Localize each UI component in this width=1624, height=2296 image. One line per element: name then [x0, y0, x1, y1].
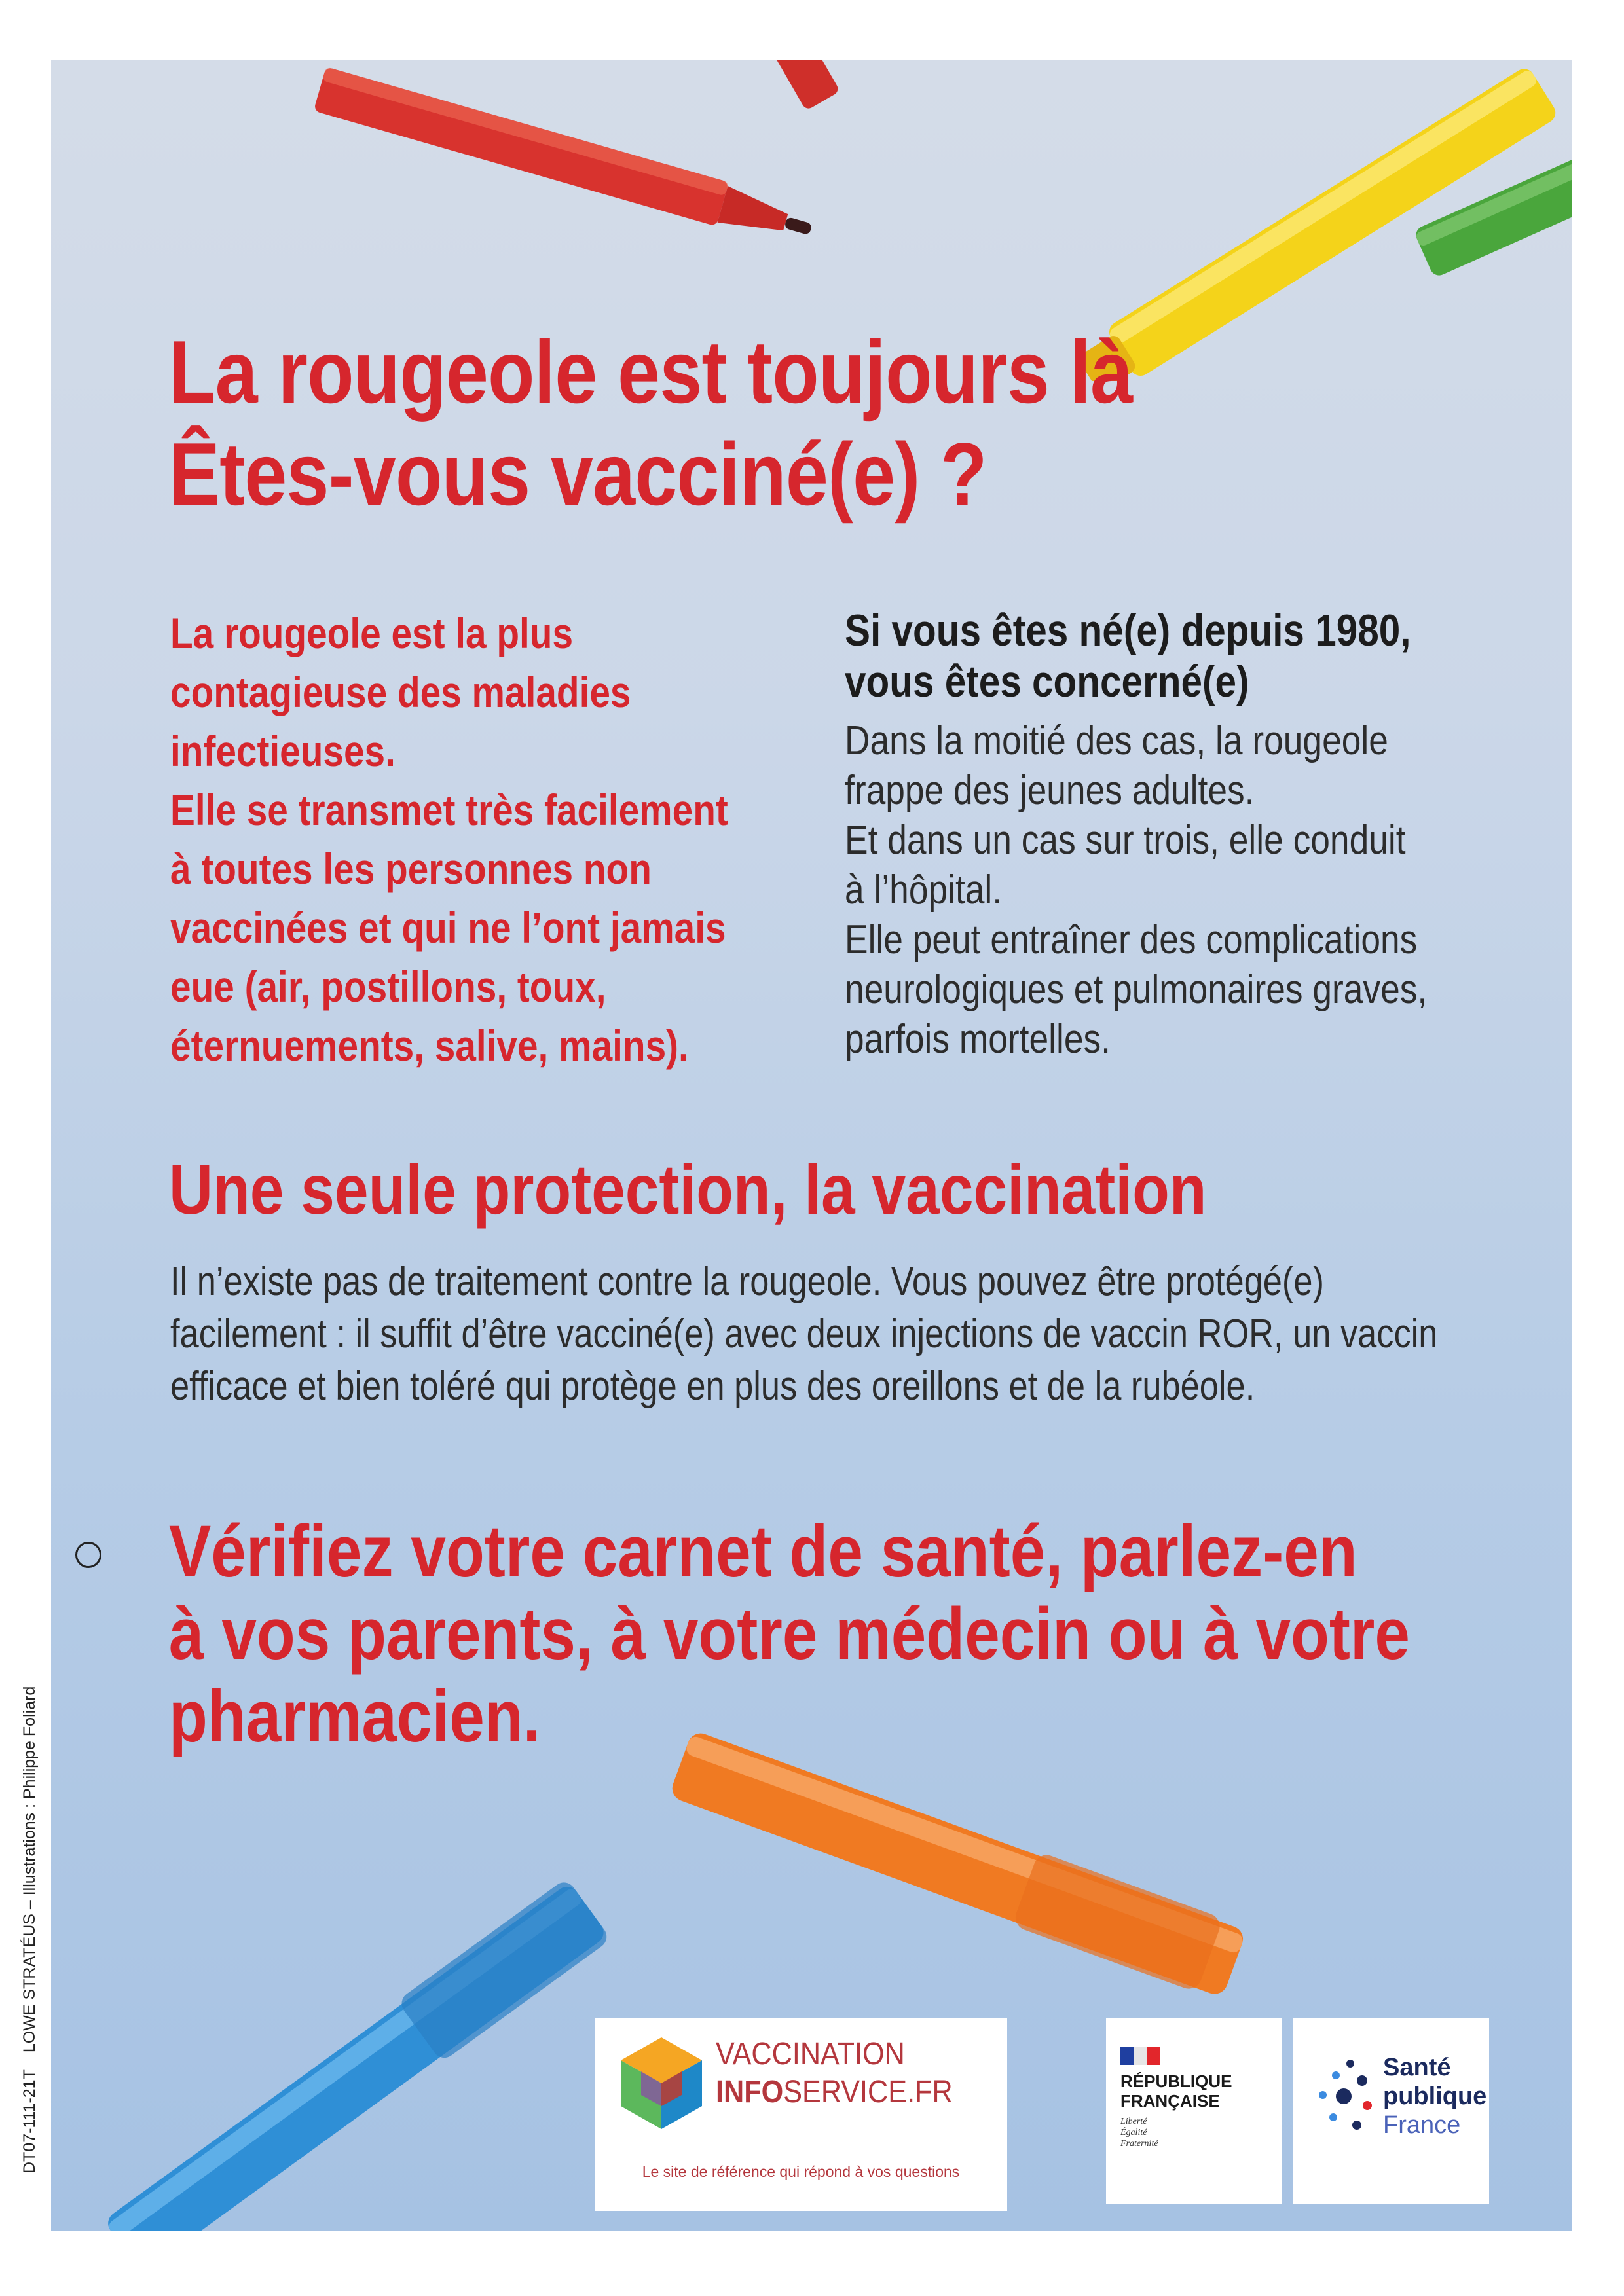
left-line: éternuements, salive, mains).	[170, 1021, 689, 1070]
sante-publique-dots-icon	[1310, 2057, 1375, 2142]
sante-publique-name	[1383, 2053, 1486, 2140]
cta-line: pharmacien.	[169, 1675, 541, 1757]
left-line: Elle se transmet très facilement	[170, 786, 728, 834]
right-subheading-line-1: Si vous êtes né(e) depuis 1980,	[845, 606, 1411, 655]
right-line: frappe des jeunes adultes.	[845, 768, 1255, 813]
headline-line-1: La rougeole est toujours là	[169, 322, 1133, 422]
right-body	[845, 716, 1464, 1065]
motto-egalite: Égalité	[1120, 2128, 1147, 2138]
republique-motto	[1120, 2116, 1251, 2149]
left-line: infectieuses.	[170, 727, 396, 775]
vaccination-info: INFO	[716, 2075, 784, 2109]
left-line: vaccinées et qui ne l’ont jamais	[170, 903, 726, 952]
right-line: neurologiques et pulmonaires graves,	[845, 967, 1428, 1012]
left-line: contagieuse des maladies	[170, 668, 631, 716]
headline-line-2: Êtes-vous vacciné(e) ?	[169, 424, 987, 524]
vaccination-info-service-logo[interactable]	[595, 2018, 1007, 2211]
right-subheading-line-2: vous êtes concerné(e)	[845, 657, 1249, 706]
right-line: Et dans un cas sur trois, elle conduit	[845, 818, 1406, 863]
red-marker-icon	[306, 60, 896, 237]
publique-line: publique	[1383, 2083, 1487, 2110]
recycling-logo-icon	[75, 1542, 101, 1568]
republique-francaise-logo	[1106, 2018, 1282, 2204]
sante-publique-france-logo	[1293, 2018, 1489, 2204]
headline	[169, 321, 1239, 525]
right-line: Elle peut entraîner des complications	[845, 917, 1418, 962]
vaccination-cube-icon	[621, 2037, 702, 2129]
right-line: Dans la moitié des cas, la rougeole	[845, 718, 1388, 763]
orange-marker-icon	[640, 1717, 1328, 2044]
side-credit	[13, 1571, 46, 2174]
agency-credit: LOWE STRATÉUS – Illustrations : Philippe Foliard	[20, 1686, 39, 2053]
right-column	[845, 605, 1464, 1065]
left-line: eue (air, postillons, toux,	[170, 962, 606, 1011]
protection-paragraph	[170, 1256, 1498, 1413]
left-line: La rougeole est la plus	[170, 609, 574, 657]
poster	[51, 60, 1572, 2231]
blue-marker-icon	[90, 1828, 654, 2231]
vaccination-service: SERVICE.FR	[783, 2075, 953, 2109]
france-line: France	[1383, 2111, 1461, 2139]
protection-line: facilement : il suffit d’être vacciné(e) avec deux injections de vaccin ROR, un vaccin	[170, 1311, 1438, 1357]
vaccination-line-2	[716, 2074, 953, 2111]
motto-fraternite: Fraternité	[1120, 2139, 1158, 2149]
vaccination-tagline: Le site de référence qui répond à vos questions	[642, 2163, 960, 2180]
republique-name-line-1: RÉPUBLIQUE	[1120, 2071, 1232, 2091]
marianne-flag-icon	[1120, 2047, 1160, 2065]
protection-title: Une seule protection, la vaccination	[169, 1150, 1207, 1229]
protection-line: efficace et bien toléré qui protège en plus des oreillons et de la rubéole.	[170, 1364, 1255, 1409]
left-column	[170, 604, 728, 1075]
cta-line: Vérifiez votre carnet de santé, parlez-en	[169, 1510, 1357, 1592]
sante-line: Santé	[1383, 2054, 1451, 2081]
left-line: à toutes les personnes non	[170, 845, 652, 893]
document-code: DT07-111-21T	[20, 2069, 39, 2174]
cta-line: à vos parents, à votre médecin ou à votre	[169, 1593, 1410, 1675]
republique-name	[1120, 2071, 1278, 2111]
republique-name-line-2: FRANÇAISE	[1120, 2091, 1220, 2111]
vaccination-line-1: VACCINATION	[716, 2037, 905, 2071]
protection-line: Il n’existe pas de traitement contre la rougeole. Vous pouvez être protégé(e)	[170, 1259, 1324, 1304]
right-line: à l’hôpital.	[845, 867, 1003, 913]
green-marker-icon	[1400, 139, 1572, 289]
motto-liberte: Liberté	[1120, 2117, 1147, 2126]
right-line: parfois mortelles.	[845, 1017, 1111, 1062]
call-to-action	[169, 1510, 1464, 1758]
